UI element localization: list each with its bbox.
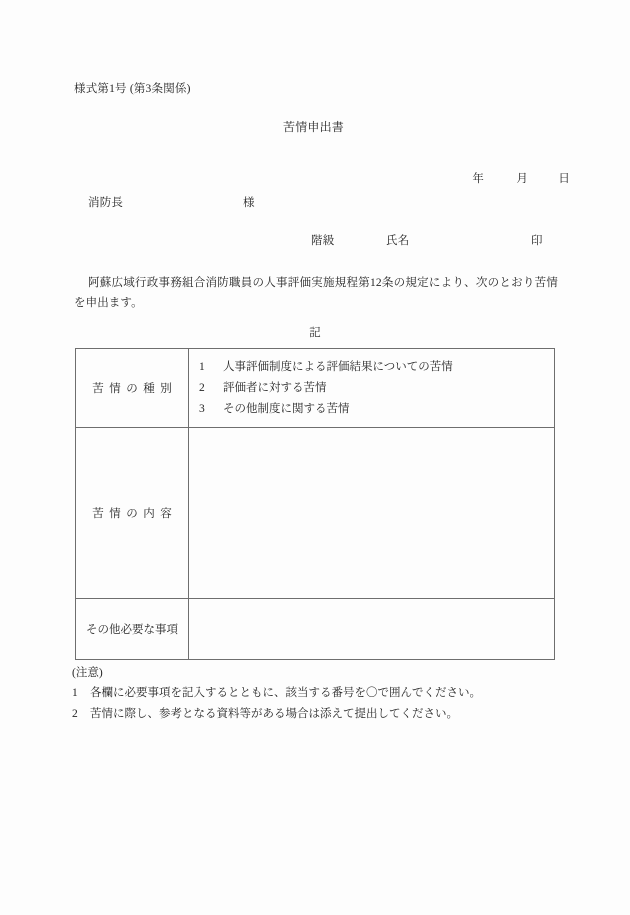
row-label-complaint-content [76,428,189,599]
list-item[interactable] [199,378,554,399]
row-label-other-matters [76,599,189,660]
notes-section [72,664,572,725]
complaint-kind-list [199,357,554,420]
applicant-rank-label: 階級 [311,235,335,247]
list-item[interactable] [199,357,554,378]
addressee-honorific: 様 [243,197,255,209]
list-item [72,704,572,725]
date-month-label: 月 [516,172,529,185]
complaint-table [75,348,555,660]
row-value-other-matters[interactable] [189,599,555,660]
list-item-label: 各欄に必要事項を記入するとともに、該当する番号を〇で囲んでください。 [90,687,481,699]
list-item-number: 1 [72,687,78,699]
page-title: 苦情申出書 [283,120,345,134]
list-item[interactable] [199,399,554,420]
row-value-complaint-kind[interactable] [189,349,555,428]
list-item-number: 1 [199,360,205,373]
list-item-label: 評価者に対する苦情 [223,381,327,394]
notes-list [72,683,572,725]
list-item-number: 2 [199,381,205,394]
row-label-text: その他必要な事項 [86,624,178,636]
row-label-complaint-kind [76,349,189,428]
table-row [76,599,555,660]
list-item-number: 3 [199,402,205,415]
applicant-seal-label: 印 [531,235,543,247]
notes-heading: (注意) [72,667,103,679]
date-day-label: 日 [558,172,571,185]
list-item-label: その他制度に関する苦情 [223,402,350,415]
table-row [76,349,555,428]
list-item [72,683,572,704]
row-label-text: 苦情の種別 [92,383,178,395]
date-line [460,162,571,197]
date-year-label: 年 [472,172,485,185]
addressee-title: 消防長 [88,197,124,209]
list-item-label: 人事評価制度による評価結果についての苦情 [223,360,453,373]
list-item-number: 2 [72,708,78,720]
table-row [76,428,555,599]
form-number: 様式第1号 (第3条関係) [74,83,191,95]
row-value-complaint-content[interactable] [189,428,555,599]
record-marker: 記 [309,327,321,339]
row-label-text: 苦情の内容 [92,508,178,520]
body-paragraph: 阿蘇広域行政事務組合消防職員の人事評価実施規程第12条の規定により、次のとおり苦情を申出ます。 [74,277,558,309]
list-item-label: 苦情に際し、参考となる資料等がある場合は添えて提出してください。 [90,708,458,720]
applicant-name-label: 氏名 [386,235,410,247]
